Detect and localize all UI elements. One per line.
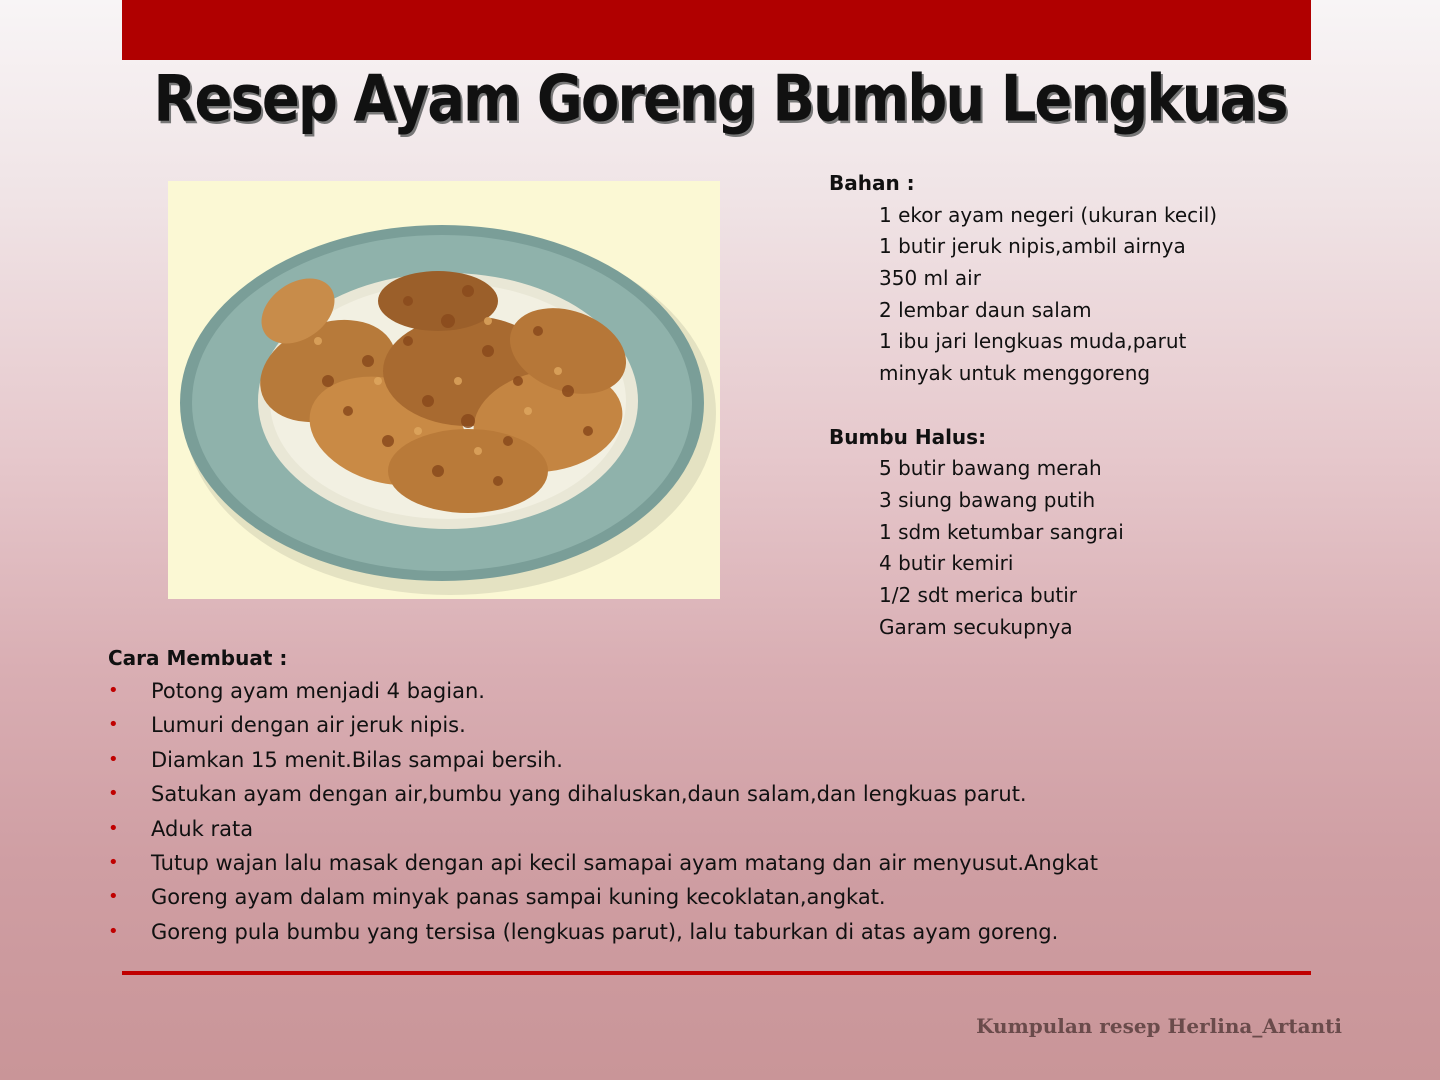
ingredients-section	[829, 168, 1217, 643]
bahan-item: 350 ml air	[879, 266, 981, 291]
step-text: Lumuri dengan air jeruk nipis.	[151, 713, 466, 738]
bumbu-item: 1/2 sdt merica butir	[879, 582, 1078, 607]
bumbu-heading: Bumbu Halus:	[829, 424, 987, 449]
bumbu-item: Garam secukupnya	[879, 614, 1073, 639]
bullet-icon: •	[108, 817, 119, 839]
top-accent-bar	[122, 0, 1311, 60]
cara-heading: Cara Membuat :	[108, 646, 288, 670]
step-item	[108, 915, 1098, 949]
bullet-icon: •	[108, 714, 119, 736]
step-text: Satukan ayam dengan air,bumbu yang dihaluskan,daun salam,dan lengkuas parut.	[151, 782, 1027, 807]
step-text: Diamkan 15 menit.Bilas sampai bersih.	[151, 747, 563, 772]
bahan-item: 2 lembar daun salam	[879, 297, 1092, 322]
bahan-item: minyak untuk menggoreng	[879, 361, 1151, 386]
fried-chicken-illustration	[168, 181, 720, 599]
step-text: Potong ayam menjadi 4 bagian.	[151, 679, 485, 703]
footer-credit: Kumpulan resep Herlina_Artanti	[976, 1014, 1342, 1038]
bottom-divider	[122, 971, 1311, 975]
step-item	[108, 777, 1098, 811]
bullet-icon: •	[108, 783, 119, 805]
step-item	[108, 880, 1098, 914]
step-text: Aduk rata	[151, 816, 254, 841]
instructions-section	[108, 642, 1098, 949]
bahan-item: 1 butir jeruk nipis,ambil airnya	[879, 234, 1186, 259]
bahan-heading: Bahan :	[829, 171, 915, 195]
step-item	[108, 674, 1098, 708]
bumbu-item: 3 siung bawang putih	[879, 487, 1096, 512]
bumbu-item: 1 sdm ketumbar sangrai	[879, 519, 1124, 544]
bullet-icon: •	[108, 748, 119, 770]
step-item	[108, 812, 1098, 846]
bahan-item: 1 ibu jari lengkuas muda,parut	[879, 329, 1187, 354]
page-title: Resep Ayam Goreng Bumbu Lengkuas	[153, 62, 1287, 137]
step-item	[108, 846, 1098, 880]
step-text: Goreng pula bumbu yang tersisa (lengkuas parut), lalu taburkan di atas ayam goreng.	[151, 919, 1059, 944]
bullet-icon: •	[108, 851, 119, 873]
step-item	[108, 743, 1098, 777]
bumbu-item: 4 butir kemiri	[879, 551, 1014, 576]
fried-chicken-photo	[168, 181, 720, 599]
bullet-icon: •	[108, 680, 119, 701]
step-text: Tutup wajan lalu masak dengan api kecil samapai ayam matang dan air menyusut.Angkat	[151, 850, 1098, 875]
bahan-item: 1 ekor ayam negeri (ukuran kecil)	[879, 202, 1218, 227]
bumbu-item: 5 butir bawang merah	[879, 456, 1102, 481]
bullet-icon: •	[108, 886, 119, 908]
section-spacer	[829, 390, 1217, 422]
step-item	[108, 708, 1098, 742]
bullet-icon: •	[108, 920, 119, 942]
steps-list	[108, 674, 1098, 949]
step-text: Goreng ayam dalam minyak panas sampai kuning kecoklatan,angkat.	[151, 885, 886, 910]
